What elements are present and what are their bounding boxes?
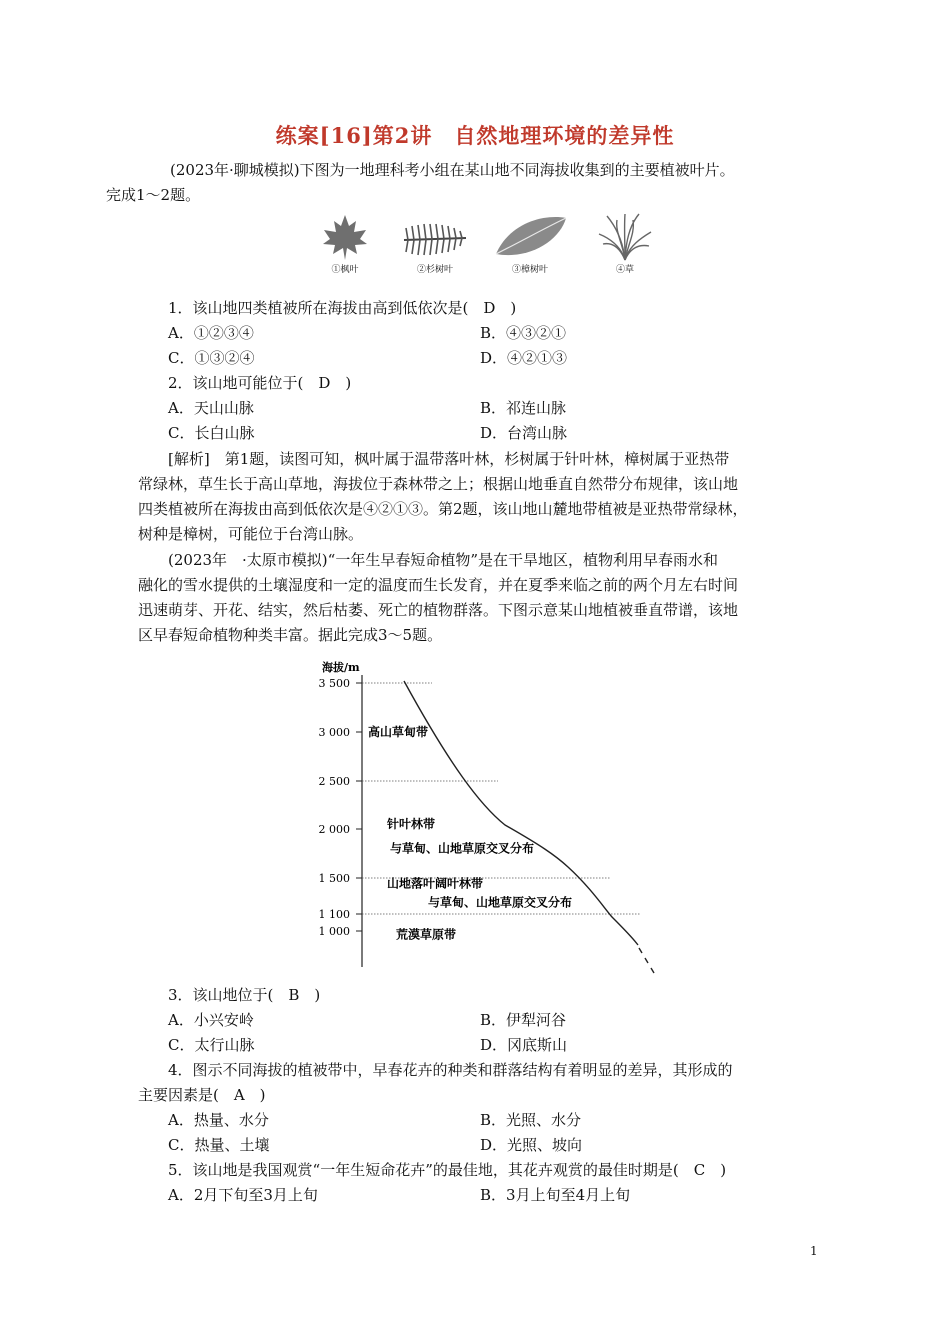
analysis-line: [解析] 第1题，读图可知，枫叶属于温带落叶林，杉树属于针叶林，樟树属于亚热带 [168, 450, 730, 468]
q1-option-d: D．④②①③ [480, 349, 568, 367]
q4-option-d: D．光照、坡向 [480, 1136, 583, 1154]
zone-label: 与草甸、山地草原交叉分布 [390, 841, 535, 856]
y-tick-label: 2 000 [318, 823, 350, 836]
leaf-label: ④草 [615, 265, 634, 275]
zone-label: 针叶林带 [387, 817, 436, 832]
q2-option-a: A．天山山脉 [168, 399, 254, 417]
page-number: 1 [810, 1244, 818, 1258]
curve-dashed-extension [639, 948, 654, 973]
fir-leaf-icon [400, 212, 470, 262]
q3-option-a: A．小兴安岭 [168, 1011, 254, 1029]
leaf-label: ③樟树叶 [511, 265, 548, 275]
question-1-stem: 1．该山地四类植被所在海拔由高到低依次是( D ) [168, 299, 517, 317]
y-tick-label: 3 000 [318, 726, 350, 739]
leaf-item [580, 212, 670, 292]
leaf-label: ②杉树叶 [416, 265, 453, 275]
y-axis-label: 海拔/m [322, 661, 360, 674]
zone-label: 高山草甸带 [368, 725, 429, 739]
intro1-line-b: 完成1～2题。 [106, 186, 201, 204]
page-title: 练案[16]第2讲 自然地理环境的差异性 [275, 123, 675, 148]
intro2-line: 区早春短命植物种类丰富。据此完成3～5题。 [138, 626, 443, 644]
y-tick-label: 1 000 [318, 925, 350, 938]
q3-option-d: D．冈底斯山 [480, 1036, 568, 1054]
zone-label: 与草甸、山地草原交叉分布 [428, 895, 573, 910]
analysis-line: 常绿林，草生长于高山草地，海拔位于森林带之上；根据山地垂直自然带分布规律，该山地 [138, 475, 739, 493]
q2-option-c: C．长白山脉 [168, 424, 255, 442]
question-3-stem: 3．该山地位于( B ) [168, 986, 321, 1004]
q1-option-c: C．①③②④ [168, 349, 255, 367]
leaf-figure [300, 212, 660, 292]
intro2-line: 迅速萌芽、开花、结实，然后枯萎、死亡的植物群落。下图示意某山地植被垂直带谱，该地 [138, 601, 739, 619]
leaf-item [390, 212, 480, 292]
analysis-line: 树种是樟树，可能位于台湾山脉。 [138, 525, 364, 543]
q2-option-b: B．祁连山脉 [480, 399, 567, 417]
question-5-stem: 5．该山地是我国观赏“一年生短命花卉”的最佳地，其花卉观赏的最佳时期是( C ) [168, 1161, 727, 1179]
q1-option-a: A．①②③④ [168, 324, 254, 342]
intro2-line: (2023年 ·太原市模拟)“一年生早春短命植物”是在干旱地区，植物利用早春雨水和 [168, 551, 718, 569]
question-4-stem-cont: 主要因素是( A ) [138, 1086, 266, 1104]
leaf-label: ①枫叶 [331, 265, 359, 275]
q4-option-a: A．热量、水分 [168, 1111, 269, 1129]
q3-option-b: B．伊犁河谷 [480, 1011, 567, 1029]
y-tick-label: 2 500 [318, 775, 350, 788]
vegetation-zone-diagram [300, 655, 680, 985]
intro1-line-a: (2023年·聊城模拟)下图为一地理科考小组在某山地不同海拔收集到的主要植被叶片。 [170, 161, 735, 179]
question-2-stem: 2．该山地可能位于( D ) [168, 374, 352, 392]
vegetation-zone-svg [300, 655, 680, 985]
leaf-item [300, 212, 390, 292]
analysis-line: 四类植被所在海拔由高到低依次是④②①③。第2题，该山地山麓地带植被是亚热带常绿林， [138, 500, 748, 518]
zone-label: 荒漠草原带 [396, 927, 457, 942]
intro2-line: 融化的雪水提供的土壤湿度和一定的温度而生长发育，并在夏季来临之前的两个月左右时间 [138, 576, 739, 594]
y-tick-label: 3 500 [318, 677, 350, 690]
maple-leaf-icon [320, 212, 370, 262]
question-4-stem: 4．图示不同海拔的植被带中，早春花卉的种类和群落结构有着明显的差异，其形成的 [168, 1061, 733, 1079]
y-tick-label: 1 100 [318, 908, 350, 921]
intro-paragraph-1 [106, 158, 828, 208]
q2-option-d: D．台湾山脉 [480, 424, 568, 442]
camphor-leaf-icon [490, 212, 570, 262]
q5-option-b: B．3月上旬至4月上旬 [480, 1186, 631, 1204]
zone-label: 山地落叶阔叶林带 [387, 876, 484, 891]
q1-option-b: B．④③②① [480, 324, 567, 342]
q3-option-c: C．太行山脉 [168, 1036, 255, 1054]
grass-icon [595, 212, 655, 262]
leaf-item [485, 212, 575, 292]
y-tick-label: 1 500 [318, 872, 350, 885]
q4-option-c: C．热量、土壤 [168, 1136, 270, 1154]
q5-option-a: A．2月下旬至3月上旬 [168, 1186, 318, 1204]
q4-option-b: B．光照、水分 [480, 1111, 582, 1129]
